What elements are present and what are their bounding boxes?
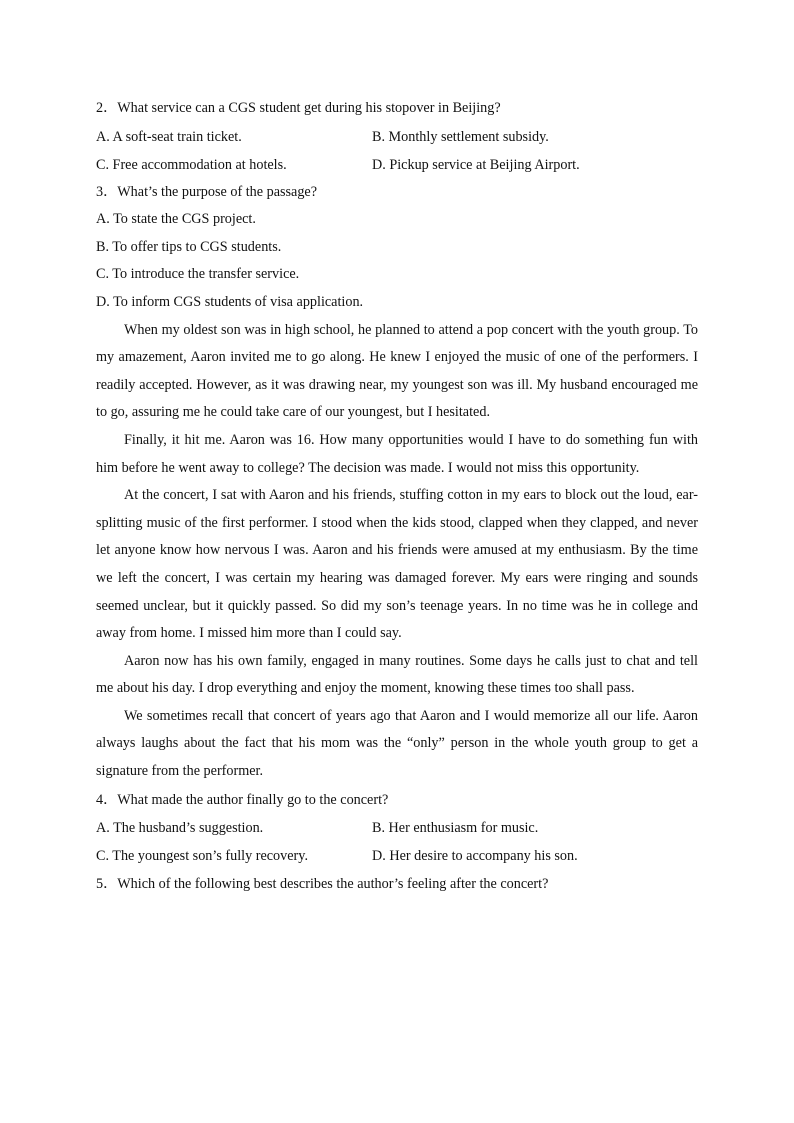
passage-paragraph-3: At the concert, I sat with Aaron and his friends, stuffing cotton in my ears to block out the loud, ear-splitting music of the first performer. I stood when the kids stood, clapped when they clapped, and never let anyone know how nervous I was. Aaron and his friends were amused at my enthusiasm. By the time we left the concert, I was certain my hearing was damaged forever. My ears were ringing and sounds seemed unclear, but it quickly passed. So did my son’s teenage years. In no time was he in college and away from home. I missed him more than I could say. (96, 487, 698, 642)
question-3-stem: 3．What’s the purpose of the passage? (96, 183, 318, 200)
question-3-option-d: D. To inform CGS students of visa application. (96, 293, 364, 310)
question-4-option-b: B. Her enthusiasm for music. (372, 820, 539, 837)
question-3-option-c: C. To introduce the transfer service. (96, 266, 300, 283)
question-4-option-a: A. The husband’s suggestion. (96, 820, 264, 837)
question-4-options-row-2 (96, 842, 698, 870)
question-2-option-c: C. Free accommodation at hotels. (96, 156, 287, 173)
passage-paragraph-1: When my oldest son was in high school, he planned to attend a pop concert with the youth group. To my amazement, Aaron invited me to go along. He knew I enjoyed the music of one of the performers. I readily accepted. However, as it was drawing near, my youngest son was ill. My husband encouraged me to go, assuring me he could take care of our youngest, but I hesitated. (96, 321, 698, 421)
question-3-option-a: A. To state the CGS project. (96, 211, 256, 228)
question-4-options-row-1 (96, 814, 698, 842)
question-5-stem: 5．Which of the following best describes the author’s feeling after the concert? (96, 876, 549, 893)
question-4-stem: 4．What made the author finally go to the concert? (96, 791, 389, 808)
document-page (96, 95, 698, 899)
question-2-stem: 2．What service can a CGS student get during his stopover in Beijing? (96, 100, 501, 116)
passage-paragraph-5: We sometimes recall that concert of years ago that Aaron and I would memorize all our life. Aaron always laughs about the fact that his mom was the “only” person in the whole youth group to get a signature from the performer. (96, 707, 698, 780)
passage-paragraph-4: Aaron now has his own family, engaged in many routines. Some days he calls just to chat and tell me about his day. I drop everything and enjoy the moment, knowing these times too shall pass. (96, 652, 698, 697)
question-3-option-b: B. To offer tips to CGS students. (96, 238, 282, 255)
question-4-option-d: D. Her desire to accompany his son. (372, 848, 578, 865)
question-4-option-c: C. The youngest son’s fully recovery. (96, 848, 308, 865)
question-2-options-row-1 (96, 123, 698, 151)
passage-paragraph-2: Finally, it hit me. Aaron was 16. How many opportunities would I have to do something fun with him before he went away to college? The decision was made. I would not miss this opportunity. (96, 431, 698, 476)
question-2-option-b: B. Monthly settlement subsidy. (372, 128, 549, 145)
question-2-option-d: D. Pickup service at Beijing Airport. (372, 156, 580, 173)
question-2-options-row-2 (96, 151, 698, 179)
question-2-option-a: A. A soft-seat train ticket. (96, 128, 242, 145)
